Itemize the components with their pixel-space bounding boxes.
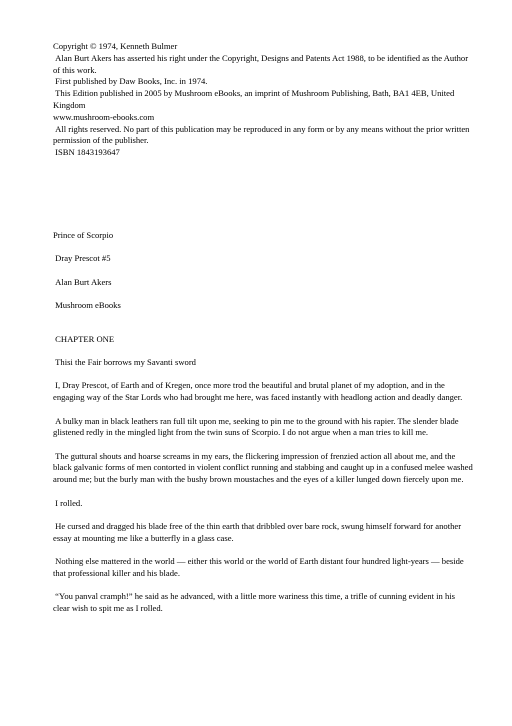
book-title: Prince of Scorpio [53, 229, 114, 240]
body-paragraph: He cursed and dragged his blade free of the thin earth that dribbled over bare rock, swung himself forward for another essay at mounting me like a butterfly in a glass case. [53, 521, 464, 543]
isbn-text: ISBN 1843193647 [53, 147, 120, 158]
body-paragraph: Nothing else mattered in the world — either this world or the world of Earth distant four hundred light-years — beside that professional killer and his blade. [53, 556, 466, 579]
title-block [53, 230, 473, 312]
body-paragraph: A bulky man in black leathers ran full tilt upon me, seeking to pin me to the ground with his rapier. The slender blade glistened redly in the mingled light from the twin suns of Scorpio. I do not argue when a man tries to kill me. [53, 415, 461, 438]
chapter-body [53, 380, 473, 615]
first-published-text: First published by Daw Books, Inc. in 1974. [53, 76, 208, 87]
body-paragraph: The guttural shouts and hoarse screams in my ears, the flickering impression of frenzied action all about me, and the black galvanic forms of men contorted in violent conflict running and stabbing and caught up in a confused melee washed around me; but the burly man with the bushy brown moustaches and the eyes of a killer lunged down fiercely upon me. [53, 450, 475, 485]
author-name: Alan Burt Akers [53, 276, 112, 287]
copyright-block [53, 41, 473, 159]
document-page [53, 41, 473, 615]
chapter-heading: CHAPTER ONE [53, 333, 115, 344]
publisher-name: Mushroom eBooks [53, 300, 121, 311]
edition-text: This Edition published in 2005 by Mushroom eBooks, an imprint of Mushroom Publishing, Bath, BA1 4EB, United Kingdom [53, 88, 457, 110]
body-paragraph: I rolled. [53, 497, 83, 508]
chapter-block [53, 334, 473, 369]
body-paragraph: “You panval cramph!” he said as he advanced, with a little more wariness this time, a trifle of cunning evident in his clear wish to spit me as I rolled. [53, 591, 458, 614]
rights-reserved-text: All rights reserved. No part of this publication may be reproduced in any form or by any means without the prior written permission of the publisher. [53, 123, 472, 146]
series-title: Dray Prescot #5 [53, 253, 111, 264]
author-rights-text: Alan Burt Akers has asserted his right under the Copyright, Designs and Patents Act 1988, to be identified as the Author of this work. [53, 52, 471, 75]
copyright-line: Copyright © 1974, Kenneth Bulmer [53, 41, 178, 51]
website-link[interactable]: www.mushroom-ebooks.com [53, 111, 155, 122]
chapter-subtitle: Thisi the Fair borrows my Savanti sword [53, 356, 196, 367]
body-paragraph: I, Dray Prescot, of Earth and of Kregen, once more trod the beautiful and brutal planet of my adoption, and in the engaging way of the Star Lords who had brought me here, was faced instantly with headlong action and deadly danger. [53, 380, 463, 403]
